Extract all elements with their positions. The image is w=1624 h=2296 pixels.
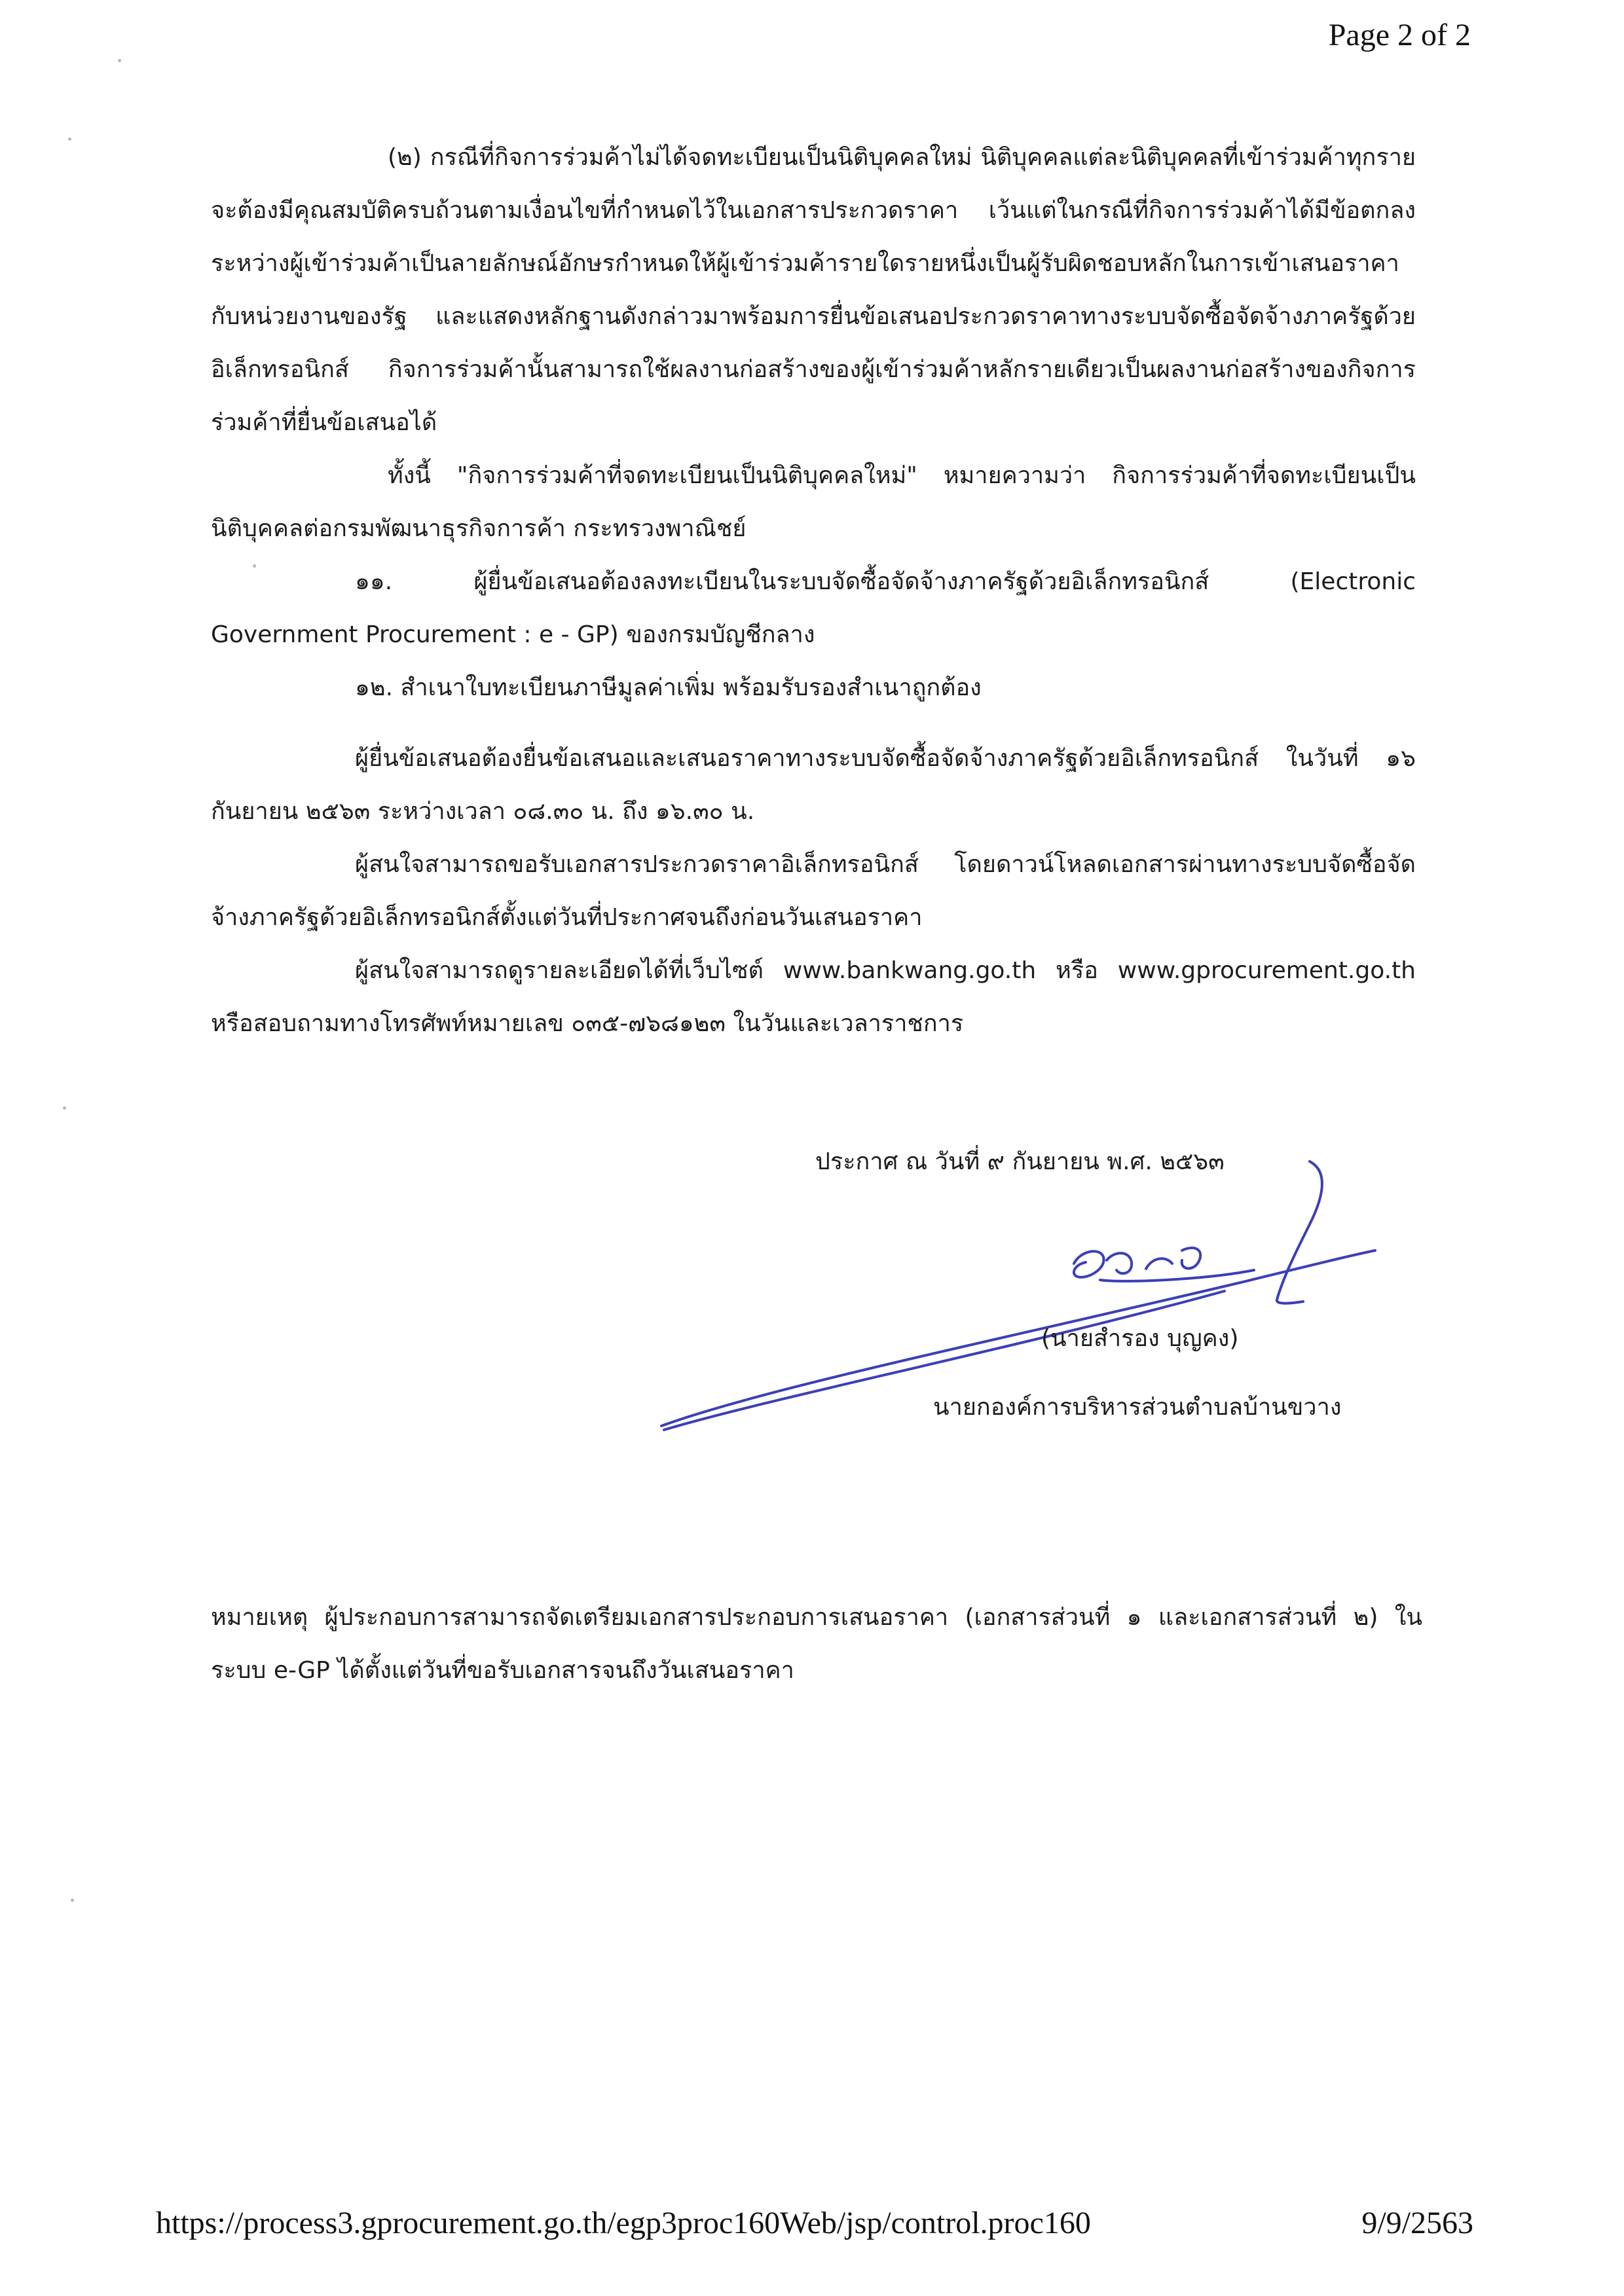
item-11-egp-registration: ๑๑. ผู้ยื่นข้อเสนอต้องลงทะเบียนในระบบจัดซื้อจัดจ้างภาครัฐด้วยอิเล็กทรอนิกส์ (Electronic Government Procurement : e - GP) ของกรมบัญชีกลาง xyxy=(211,568,1416,648)
scan-speck xyxy=(71,1899,74,1902)
scan-speck xyxy=(68,137,71,141)
section-submission xyxy=(211,732,1416,1050)
paragraph-submission-date: ผู้ยื่นข้อเสนอต้องยื่นข้อเสนอและเสนอราคาทางระบบจัดซื้อจัดจ้างภาครัฐด้วยอิเล็กทรอนิกส์ ในวันที่ ๑๖ กันยายน ๒๕๖๓ ระหว่างเวลา ๐๘.๓๐ น. ถึง ๑๖.๓๐ น. xyxy=(211,745,1416,825)
footnote-remark xyxy=(211,1591,1422,1697)
paragraph-document-download: ผู้สนใจสามารถขอรับเอกสารประกวดราคาอิเล็กทรอนิกส์ โดยดาวน์โหลดเอกสารผ่านทางระบบจัดซื้อจัดจ้างภาครัฐด้วยอิเล็กทรอนิกส์ตั้งแต่วันที่ประกาศจนถึงก่อนวันเสนอราคา xyxy=(211,851,1416,931)
signer-name: (นายสำรอง บุญคง) xyxy=(1041,1325,1239,1352)
scan-speck xyxy=(63,1106,66,1110)
paragraph-contact-info: ผู้สนใจสามารถดูรายละเอียดได้ที่เว็บไซต์ www.bankwang.go.th หรือ www.gprocurement.go.th หรือสอบถามทางโทรศัพท์หมายเลข ๐๓๕-๗๖๘๑๒๓ ในวันและเวลาราชการ xyxy=(211,957,1416,1037)
announcement-date: ประกาศ ณ วันที่ ๙ กันยายน พ.ศ. ๒๕๖๓ xyxy=(815,1148,1225,1175)
scan-speck xyxy=(118,59,121,62)
item-12-vat-certificate: ๑๒. สำเนาใบทะเบียนภาษีมูลค่าเพิ่ม พร้อมรับรองสำเนาถูกต้อง xyxy=(355,674,982,701)
paragraph-joint-venture-definition: ทั้งนี้ "กิจการร่วมค้าที่จดทะเบียนเป็นนิติบุคคลใหม่" หมายความว่า กิจการร่วมค้าที่จดทะเบียนเป็นนิติบุคคลต่อกรมพัฒนาธุรกิจการค้า กระทรวงพาณิชย์ xyxy=(211,462,1416,542)
footer-url: https://process3.gprocurement.go.th/egp3proc160Web/jsp/control.proc160 xyxy=(156,2206,1091,2240)
paragraph-joint-venture: (๒) กรณีที่กิจการร่วมค้าไม่ได้จดทะเบียนเป็นนิติบุคคลใหม่ นิติบุคคลแต่ละนิติบุคคลที่เข้าร่วมค้าทุกรายจะต้องมีคุณสมบัติครบถ้วนตามเงื่อนไขที่กำหนดไว้ในเอกสารประกวดราคา เว้นแต่ในกรณีที่กิจการร่วมค้าได้มีข้อตกลงระหว่างผู้เข้าร่วมค้าเป็นลายลักษณ์อักษรกำหนดให้ผู้เข้าร่วมค้ารายใดรายหนึ่งเป็นผู้รับผิดชอบหลักในการเข้าเสนอราคากับหน่วยงานของรัฐ และแสดงหลักฐานดังกล่าวมาพร้อมการยื่นข้อเสนอประกวดราคาทางระบบจัดซื้อจัดจ้างภาครัฐด้วยอิเล็กทรอนิกส์ กิจการร่วมค้านั้นสามารถใช้ผลงานก่อสร้างของผู้เข้าร่วมค้าหลักรายเดียวเป็นผลงานก่อสร้างของกิจการร่วมค้าที่ยื่นข้อเสนอได้ xyxy=(211,144,1416,436)
footer-date: 9/9/2563 xyxy=(1361,2206,1473,2240)
footnote-text: หมายเหตุ ผู้ประกอบการสามารถจัดเตรียมเอกสารประกอบการเสนอราคา (เอกสารส่วนที่ ๑ และเอกสารส่วนที่ ๒) ในระบบ e-GP ได้ตั้งแต่วันที่ขอรับเอกสารจนถึงวันเสนอราคา xyxy=(211,1604,1422,1684)
page-header: Page 2 of 2 xyxy=(1328,18,1471,52)
signer-title: นายกองค์การบริหารส่วนตำบลบ้านขวาง xyxy=(933,1394,1342,1421)
section-qualifications xyxy=(211,131,1416,714)
scan-speck xyxy=(253,564,256,568)
